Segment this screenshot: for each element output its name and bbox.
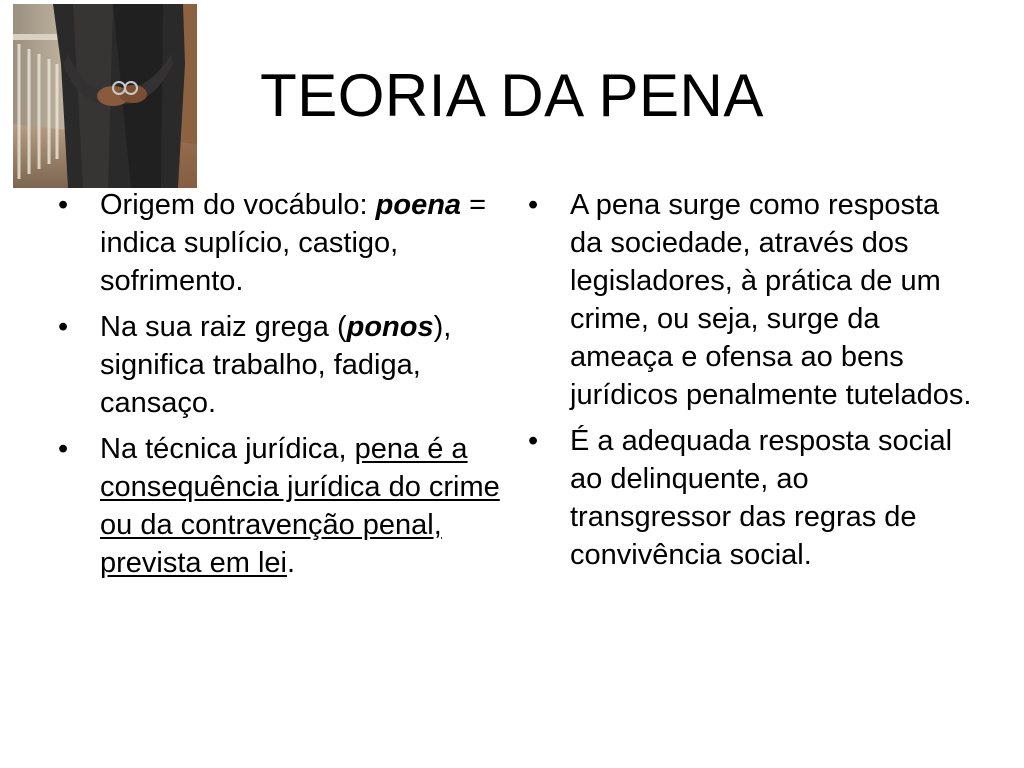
emphasis-term: poena bbox=[375, 189, 462, 221]
bullet-text-part: Na sua raiz grega ( bbox=[100, 311, 347, 343]
bullet-marker: • bbox=[58, 433, 69, 465]
bullet-marker: • bbox=[58, 311, 69, 343]
bullet-text: É a adequada resposta social ao delinquente, ao transgressor das regras de convivência social. bbox=[570, 425, 953, 571]
bullet-marker: • bbox=[528, 189, 539, 221]
bullet-text-part: . bbox=[286, 547, 296, 579]
bullet-text-part: Na técnica jurídica, bbox=[100, 433, 355, 465]
list-item bbox=[56, 308, 506, 422]
slide-title: TEORIA DA PENA bbox=[260, 62, 764, 129]
list-item bbox=[526, 186, 976, 414]
prisoner-illustration bbox=[13, 4, 197, 188]
list-item bbox=[526, 422, 976, 574]
bullet-text-part: ), significa trabalho, fadiga, cansaço. bbox=[100, 311, 452, 419]
underlined-definition: pena é a consequência jurídica do crime ou da contravenção penal, prevista em lei bbox=[100, 433, 500, 579]
bullet-text-part: = indica suplício, castigo, sofrimento. bbox=[100, 189, 487, 297]
bullet-marker: • bbox=[58, 189, 69, 221]
emphasis-term: ponos bbox=[346, 311, 434, 343]
prisoner-photo bbox=[13, 4, 197, 188]
list-item bbox=[56, 186, 506, 300]
left-bullet-list bbox=[56, 186, 506, 590]
bullet-text: A pena surge como resposta da sociedade, através dos legisladores, à prática de um crime, ou seja, surge da ameaça e ofensa ao bens jurídicos penalmente tutelados. bbox=[570, 189, 972, 411]
bullet-marker: • bbox=[528, 425, 539, 457]
list-item bbox=[56, 430, 506, 582]
bullet-text-part: Origem do vocábulo: bbox=[100, 189, 376, 221]
right-bullet-list bbox=[526, 186, 976, 582]
